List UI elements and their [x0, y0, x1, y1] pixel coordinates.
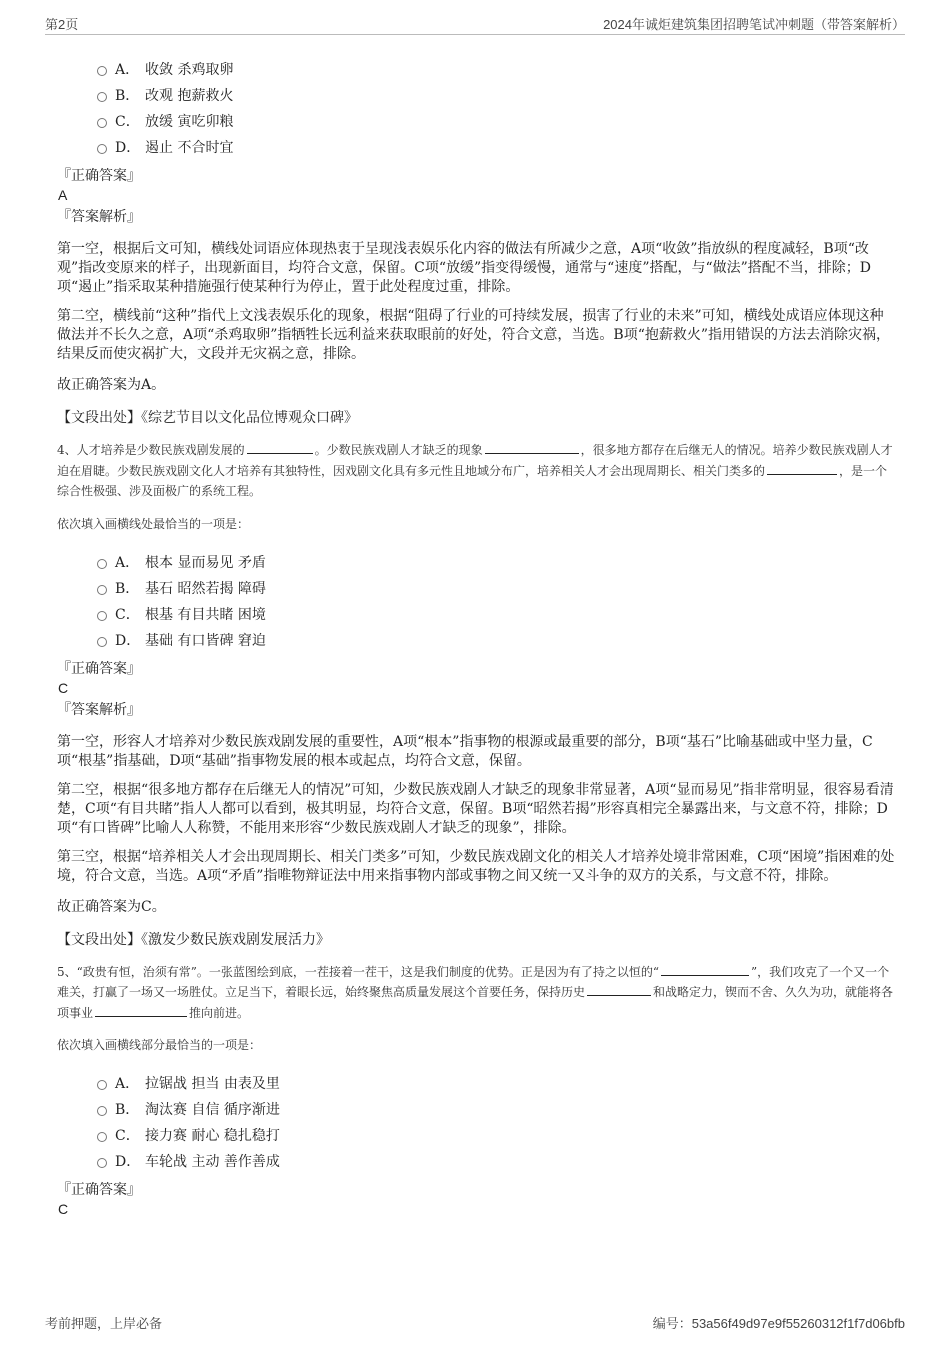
radio-icon[interactable] — [97, 66, 107, 76]
fill-blank — [485, 442, 579, 454]
option-d[interactable]: D． 遏止 不合时宜 — [97, 135, 895, 161]
option-a[interactable]: A． 收敛 杀鸡取卵 — [97, 57, 895, 83]
fill-blank — [95, 1005, 187, 1017]
option-d[interactable]: D． 车轮战 主动 善作善成 — [97, 1149, 895, 1175]
option-c[interactable]: C． 放缓 寅吃卯粮 — [97, 109, 895, 135]
option-b[interactable]: B． 改观 抱薪救火 — [97, 83, 895, 109]
option-b[interactable]: B． 淘汰赛 自信 循序渐进 — [97, 1097, 895, 1123]
page-header — [45, 12, 905, 35]
analysis-paragraph: 第三空，根据“培养相关人才会出现周期长、相关门类多”可知，少数民族戏剧文化的相关人才培养处境非常困难，C项“困境”指困难的处境，符合文意，当选。A项“矛盾”指唯物辩证法中用来指事物内部或事物之间又统一又斗争的双方的关系，与文意不符，排除。 — [57, 848, 895, 884]
radio-icon[interactable] — [97, 1106, 107, 1116]
answer-label: 『正确答案』 — [57, 168, 141, 184]
answer-label: 『正确答案』 — [57, 660, 141, 677]
option-b[interactable]: B． 基石 昭然若揭 障碍 — [97, 576, 895, 602]
analysis-paragraph: 第二空，根据“很多地方都存在后继无人的情况”可知，少数民族戏剧人才缺乏的现象非常显著，A项“显而易见”指非常明显，很容易看清楚，C项“有目共睹”指人人都可以看到，极其明显，均符合文意，保留。B项“昭然若揭”形容真相完全暴露出来，与文意不符，排除；D项“有口皆碑”比喻人人称赞，不能用来形容“少数民族戏剧人才缺乏的现象”，排除。 — [57, 781, 894, 836]
radio-icon[interactable] — [97, 144, 107, 154]
fill-blank — [661, 964, 749, 976]
analysis-paragraph: 第二空，横线前“这种”指代上文浅表娱乐化的现象，根据“阻碍了行业的可持续发展，损害了行业的未来”可知，横线处成语应体现这种做法并不长久之意，A项“杀鸡取卵”指牺牲长远利益来获取眼前的好处，符合文意，当选。B项“抱薪救火”指用错误的方法去消除灾祸，结果反而使灾祸扩大，文段并无灾祸之意，排除。 — [57, 308, 891, 362]
analysis-paragraph: 第一空，形容人才培养对少数民族戏剧发展的重要性，A项“根本”指事物的根源或最重要的部分，B项“基石”比喻基础或中坚力量，C项“根基”指基础，D项“基础”指事物发展的根本或起点，均符合文意，保留。 — [57, 733, 873, 769]
page-content — [57, 57, 895, 1218]
analysis-conclusion: 故正确答案为C。 — [57, 898, 166, 915]
option-a[interactable]: A． 拉锯战 担当 由表及里 — [97, 1071, 895, 1097]
answer-label: 『正确答案』 — [57, 1182, 141, 1198]
question-prompt: 依次填入画横线处最恰当的一项是： — [57, 516, 250, 531]
radio-icon[interactable] — [97, 1080, 107, 1090]
footer-slogan: 考前押题，上岸必备 — [45, 1316, 163, 1331]
correct-answer: C — [58, 1201, 69, 1217]
question-prompt: 依次填入画横线部分最恰当的一项是： — [57, 1038, 262, 1052]
radio-icon[interactable] — [97, 611, 107, 621]
correct-answer: C — [58, 679, 69, 696]
radio-icon[interactable] — [97, 92, 107, 102]
radio-icon[interactable] — [97, 559, 107, 569]
option-list — [97, 550, 895, 654]
fill-blank — [247, 442, 313, 454]
radio-icon[interactable] — [97, 118, 107, 128]
option-c[interactable]: C． 接力赛 耐心 稳扎稳打 — [97, 1123, 895, 1149]
radio-icon[interactable] — [97, 1158, 107, 1168]
page-footer — [45, 1313, 905, 1331]
option-c[interactable]: C． 根基 有目共睹 困境 — [97, 602, 895, 628]
source-citation: 【文段出处】《综艺节目以文化品位博观众口碑》 — [57, 410, 358, 426]
fill-blank — [767, 463, 837, 475]
option-a[interactable]: A． 根本 显而易见 矛盾 — [97, 550, 895, 576]
source-citation: 【文段出处】《激发少数民族戏剧发展活力》 — [57, 931, 330, 948]
option-list — [97, 1071, 895, 1175]
analysis-conclusion: 故正确答案为A。 — [57, 377, 166, 393]
question-stem: 4、人才培养是少数民族戏剧发展的 。少数民族戏剧人才缺乏的现象 ，很多地方都存在后继无人的情况。培养少数民族戏剧人才迫在眉睫。少数民族戏剧文化人才培养有其独特性，因戏剧文化具有多元性且地域分布广，培养相关人才会出现周期长、相关门类多的 ，是一个综合性极强、涉及面极广的系统工程。 — [57, 443, 893, 498]
question-stem: 5、“政贵有恒，治须有常”。一张蓝图绘到底，一茬接着一茬干，这是我们制度的优势。正是因为有了持之以恒的“ ”，我们攻克了一个又一个难关，打赢了一场又一场胜仗。立足当下，着眼长远，始终聚焦高质量发展这个首要任务，保持历史 和战略定力，锲而不舍、久久为功，就能将各项事业 推向前进。 — [57, 964, 894, 1020]
radio-icon[interactable] — [97, 637, 107, 647]
radio-icon[interactable] — [97, 585, 107, 595]
document-title: 2024年诚炬建筑集团招聘笔试冲刺题（带答案解析） — [603, 17, 905, 32]
fill-blank — [587, 984, 651, 996]
analysis-paragraph: 第一空，根据后文可知，横线处词语应体现热衷于呈现浅表娱乐化内容的做法有所减少之意，A项“收敛”指放纵的程度减轻，B项“改观”指改变原来的样子，出现新面目，均符合文意，保留。C项“放缓”指变得缓慢，通常与“速度”搭配，与“做法”搭配不当，排除；D项“遏止”指采取某种措施强行使某种行为停止，置于此处程度过重，排除。 — [57, 241, 872, 295]
analysis-label: 『答案解析』 — [57, 701, 141, 718]
option-d[interactable]: D． 基础 有口皆碑 窘迫 — [97, 628, 895, 654]
analysis-label: 『答案解析』 — [57, 209, 141, 225]
correct-answer: A — [58, 187, 68, 203]
page-number: 第2页 — [45, 17, 79, 32]
radio-icon[interactable] — [97, 1132, 107, 1142]
option-list — [97, 57, 895, 161]
document-id: 编号：53a56f49d97e9f55260312f1f7d06bfb — [652, 1316, 905, 1331]
